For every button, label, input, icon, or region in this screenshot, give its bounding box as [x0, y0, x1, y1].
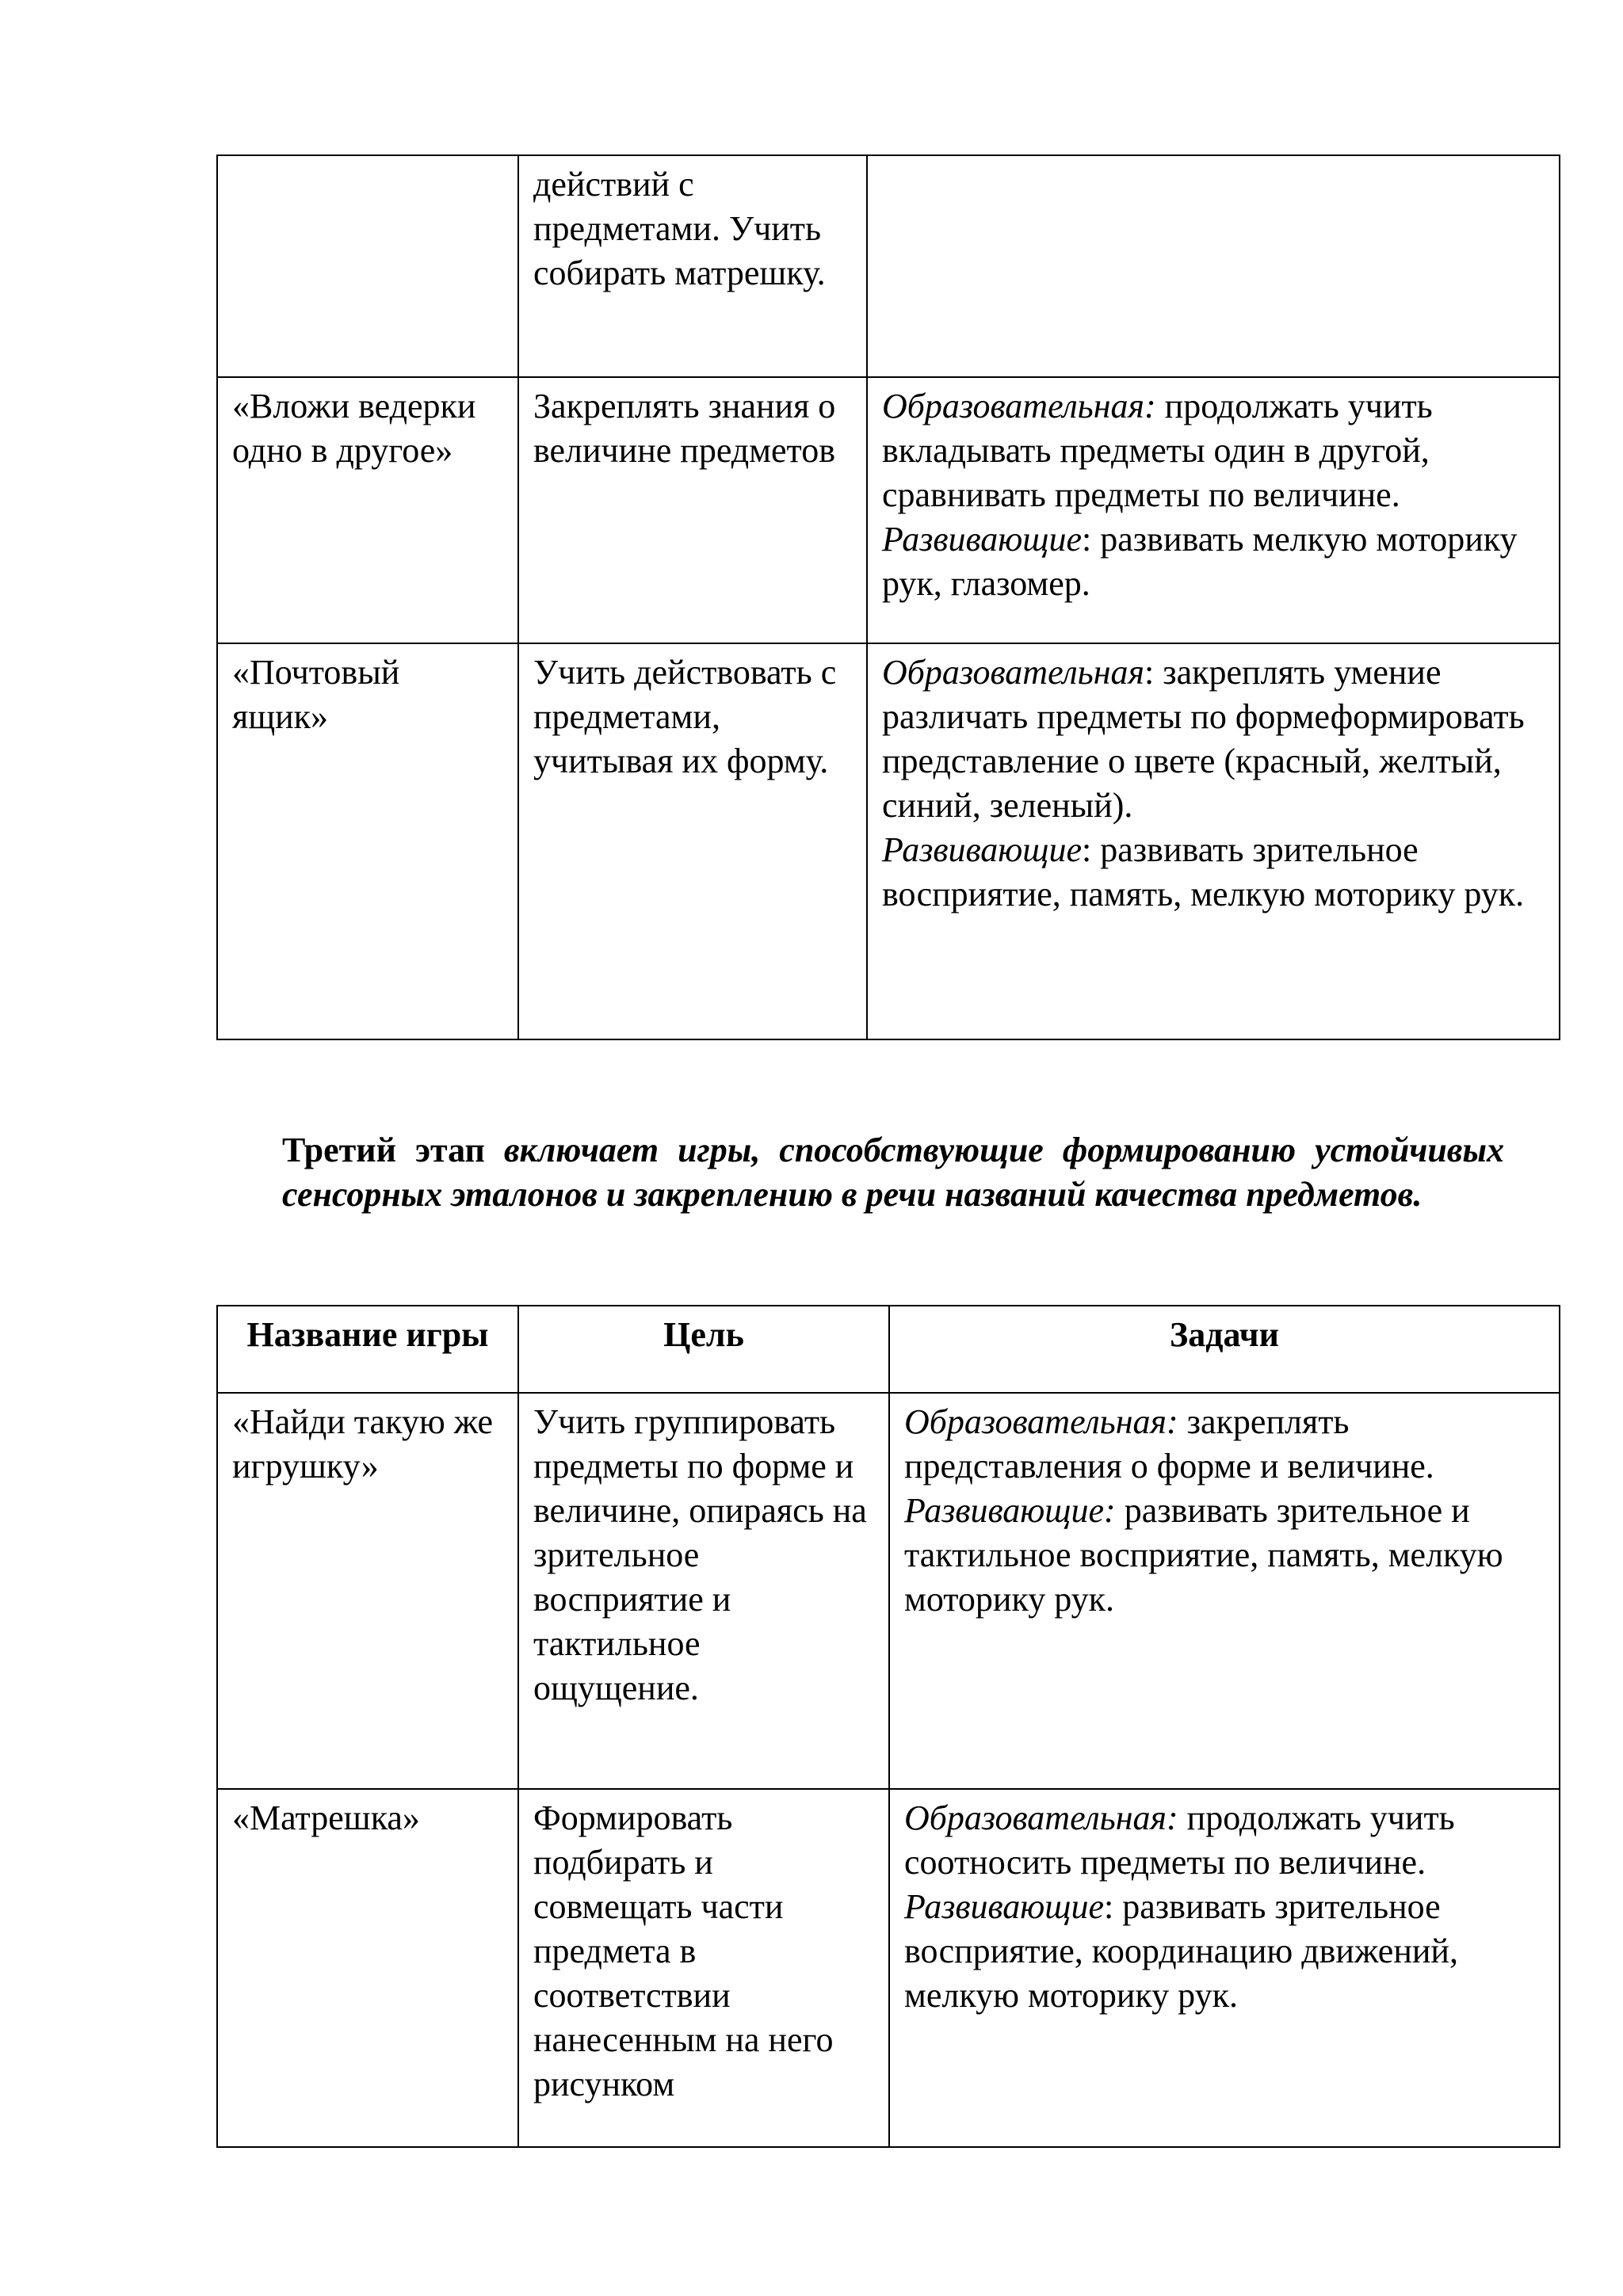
task-text: продолжать учить вкладывать предметы один в другой, сравнивать предметы по величине. [882, 387, 1433, 514]
task-educational [904, 1400, 1545, 1489]
table-row [217, 1789, 1560, 2147]
stage-paragraph [282, 1128, 1504, 1217]
task-label: Развивающие [904, 1887, 1105, 1926]
game-goal-cell: Учить группировать предметы по форме и величине, опираясь на зрительное восприятие и тактильное ощущение. [518, 1393, 889, 1789]
game-name-cell: «Матрешка» [217, 1789, 518, 2147]
task-developing [904, 1885, 1545, 2018]
game-goal-cell: действий с предметами. Учить собирать матрешку. [518, 155, 867, 377]
task-text: : развивать мелкую моторику рук, глазомер. [882, 520, 1518, 603]
table-row [217, 155, 1560, 377]
game-tasks-cell [867, 643, 1560, 1039]
table-row [217, 1393, 1560, 1789]
task-educational [882, 650, 1545, 828]
game-name-cell: «Найди такую же игрушку» [217, 1393, 518, 1789]
table-row [217, 643, 1560, 1039]
header-game-name: Название игры [217, 1306, 518, 1393]
task-label: Развивающие: [904, 1491, 1116, 1530]
game-goal-cell: Учить действовать с предметами, учитывая их форму. [518, 643, 867, 1039]
task-label: Образовательная: [882, 387, 1156, 425]
task-text: закреплять представления о форме и величине. [904, 1402, 1434, 1486]
header-goal: Цель [518, 1306, 889, 1393]
task-educational [882, 384, 1545, 517]
task-developing [882, 517, 1545, 606]
game-tasks-cell [867, 155, 1560, 377]
game-tasks-cell [889, 1789, 1560, 2147]
table-header-row [217, 1306, 1560, 1393]
task-text: : развивать зрительное восприятие, координацию движений, мелкую моторику рук. [904, 1887, 1458, 2015]
stage-lead: Третий этап [282, 1131, 485, 1169]
game-tasks-cell [889, 1393, 1560, 1789]
games-table-continued [216, 154, 1560, 1040]
task-developing [882, 828, 1545, 917]
header-tasks: Задачи [889, 1306, 1560, 1393]
game-goal-cell: Формировать подбирать и совмещать части предмета в соответствии нанесенным на него рисунком [518, 1789, 889, 2147]
task-label: Образовательная: [904, 1798, 1178, 1837]
task-text: продолжать учить соотносить предметы по величине. [904, 1798, 1455, 1882]
game-name-cell: «Почтовый ящик» [217, 643, 518, 1039]
task-text: : развивать зрительное восприятие, память, мелкую моторику рук. [882, 830, 1525, 913]
game-name-cell: «Вложи ведерки одно в другое» [217, 377, 518, 643]
third-stage-games-table [216, 1305, 1560, 2148]
stage-description: включает игры, способствующие формированию устойчивых сенсорных эталонов и закреплению в речи названий качества предметов. [282, 1131, 1504, 1214]
task-label: Образовательная: [904, 1402, 1178, 1441]
game-tasks-cell [867, 377, 1560, 643]
task-educational [904, 1796, 1545, 1885]
task-text: : закреплять умение различать предметы по формеформировать представление о цвете (красный, желтый, синий, зеленый). [882, 653, 1525, 825]
task-text: развивать зрительное и тактильное восприятие, память, мелкую моторику рук. [904, 1491, 1503, 1619]
game-goal-cell: Закреплять знания о величине предметов [518, 377, 867, 643]
game-name-cell [217, 155, 518, 377]
task-label: Развивающие [882, 520, 1083, 559]
table-row [217, 377, 1560, 643]
task-developing [904, 1489, 1545, 1622]
task-label: Образовательная [882, 653, 1144, 692]
task-label: Развивающие [882, 830, 1083, 869]
